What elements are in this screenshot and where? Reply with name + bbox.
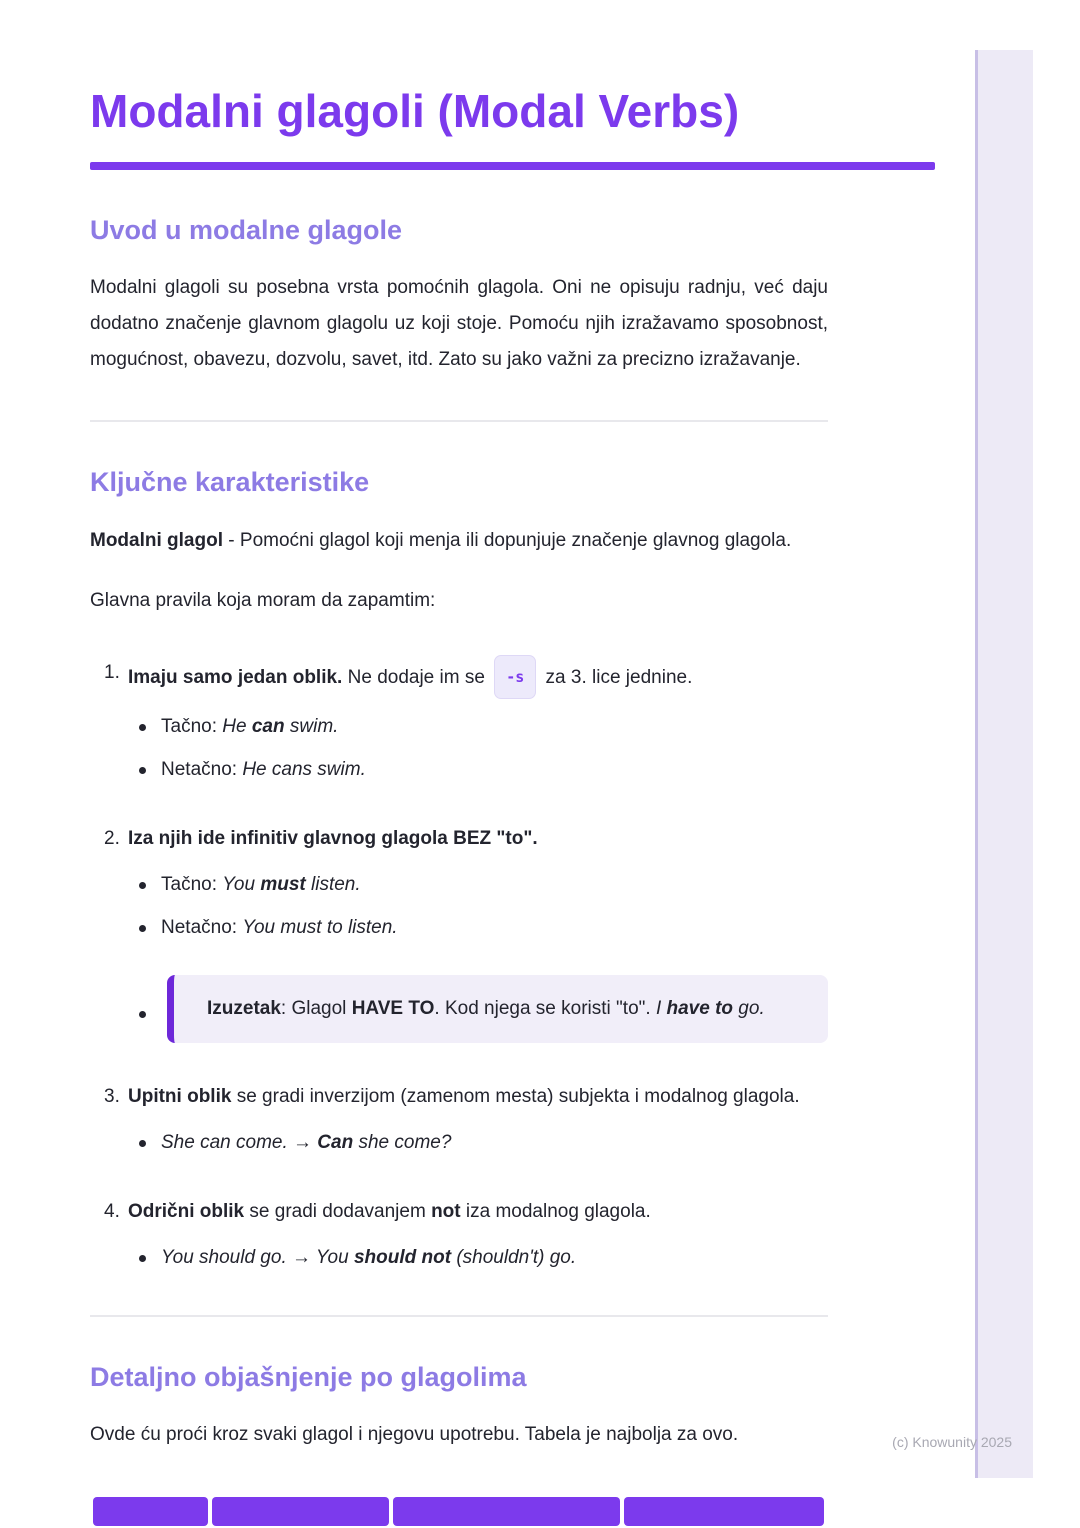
table-header-cell	[93, 1497, 208, 1526]
example-text	[161, 755, 366, 785]
rule-2-body	[128, 821, 828, 1043]
example-text	[161, 870, 361, 900]
rule-2-example-wrong	[128, 913, 828, 943]
page-margin-strip	[975, 50, 1033, 1478]
example-label: Netačno:	[161, 758, 243, 780]
rule-1-example-wrong	[128, 755, 828, 785]
table-header-cell	[393, 1497, 620, 1526]
rule-1-lead	[128, 655, 828, 699]
list-number: 3.	[104, 1085, 120, 1107]
details-paragraph: Ovde ću proći kroz svaki glagol i njegovu upotrebu. Tabela je najbolja za ovo.	[90, 1423, 739, 1445]
bullet-icon	[139, 925, 146, 932]
example-label: Tačno:	[161, 873, 223, 895]
example-italic: listen.	[305, 873, 361, 895]
rule-4-rest: iza modalnog glagola.	[460, 1200, 651, 1222]
example-italic: She can come. →	[161, 1131, 318, 1153]
callout-text: . Kod njega se koristi "to".	[434, 997, 656, 1019]
example-label: Tačno:	[161, 715, 223, 737]
rule-1-example-correct	[128, 712, 828, 742]
rule-2-lead	[128, 821, 828, 857]
table-header-row	[93, 1497, 824, 1526]
rule-3-lead	[128, 1079, 828, 1115]
details-heading: Detaljno objašnjenje po glagolima	[90, 1361, 527, 1392]
bullet-icon	[139, 767, 146, 774]
page-title: Modalni glagoli (Modal Verbs)	[90, 85, 740, 137]
rule-1-text-before-chip: Ne dodaje im se	[342, 666, 491, 688]
callout-italic: go.	[733, 997, 765, 1019]
section-characteristics	[90, 466, 828, 1272]
example-italic: she come?	[353, 1131, 452, 1153]
rule-4-lead	[128, 1194, 828, 1230]
rule-1-text-after-chip: za 3. lice jednine.	[540, 666, 693, 688]
definition-term: Modalni glagol	[90, 529, 223, 551]
rule-2-lead-bold: Iza njih ide infinitiv glavnog glagola BEZ "to".	[128, 827, 538, 849]
example-bold-italic: can	[251, 715, 285, 737]
rule-3-lead-rest: se gradi inverzijom (zamenom mesta) subjekta i modalnog glagola.	[231, 1085, 800, 1107]
example-text	[161, 1243, 576, 1273]
example-italic: He	[222, 715, 252, 737]
intro-heading: Uvod u modalne glagole	[90, 214, 403, 245]
exception-callout	[167, 975, 828, 1043]
document-content	[90, 0, 828, 1526]
rules-list	[90, 655, 828, 1273]
example-bold-italic: should not	[353, 1246, 452, 1268]
rules-intro: Glavna pravila koja moram da zapamtim:	[90, 589, 436, 611]
rule-2-example-correct	[128, 870, 828, 900]
section-intro	[90, 214, 828, 378]
definition-text: Pomoćni glagol koji menja ili dopunjuje značenje glavnog glagola.	[239, 529, 792, 551]
title-underline	[90, 162, 935, 170]
example-italic: You	[222, 873, 261, 895]
rule-1-body	[128, 655, 828, 785]
list-number: 2.	[104, 827, 120, 849]
rule-4-mid: se gradi dodavanjem	[244, 1200, 432, 1222]
callout-text: : Glagol	[280, 997, 352, 1019]
example-italic: You should go. → You	[161, 1246, 354, 1268]
rule-3-body	[128, 1079, 828, 1158]
example-text	[161, 712, 338, 742]
example-label: Netačno:	[161, 916, 243, 938]
list-number: 1.	[104, 661, 120, 683]
callout-bold-italic: have to	[666, 997, 734, 1019]
rule-2	[90, 821, 828, 1043]
intro-paragraph: Modalni glagoli su posebna vrsta pomoćnih glagola. Oni ne opisuju radnju, već daju dodatno značenje glavnom glagolu uz koji stoje. Pomoću njih izražavamo sposobnost, mogućnost, obavezu, dozvolu, savet, itd. Zato su jako važni za precizno izražavanje.	[90, 277, 828, 371]
definition-paragraph	[90, 523, 828, 559]
bullet-icon	[139, 1255, 146, 1262]
watermark: (c) Knowunity 2025	[892, 1434, 1012, 1450]
section-details	[90, 1361, 828, 1526]
example-italic: (shouldn't) go.	[451, 1246, 577, 1268]
example-text	[161, 913, 398, 943]
callout-label: Izuzetak	[207, 997, 281, 1019]
rule-1-lead-bold: Imaju samo jedan oblik.	[128, 666, 343, 688]
rule-4-example	[128, 1243, 828, 1273]
table-header-cell	[624, 1497, 824, 1526]
characteristics-heading: Ključne karakteristike	[90, 467, 370, 498]
bullet-icon	[139, 882, 146, 889]
list-number: 4.	[104, 1200, 120, 1222]
example-text	[161, 1128, 451, 1158]
rule-4	[90, 1194, 828, 1273]
bullet-icon	[139, 1011, 146, 1018]
rule-1	[90, 655, 828, 785]
bullet-icon	[139, 724, 146, 731]
rule-3-lead-bold: Upitni oblik	[128, 1085, 232, 1107]
rule-4-lead-bold: Odrični oblik	[128, 1200, 245, 1222]
rule-3-example	[128, 1128, 828, 1158]
bullet-icon	[139, 1140, 146, 1147]
example-bold-italic: Can	[317, 1131, 354, 1153]
callout-bold: HAVE TO	[351, 997, 435, 1019]
definition-separator: -	[223, 529, 240, 551]
rule-3	[90, 1079, 828, 1158]
table-header-cell	[212, 1497, 389, 1526]
inline-code-chip: -s	[494, 655, 536, 699]
section-divider	[90, 420, 828, 422]
exception-callout-row	[128, 975, 828, 1043]
example-italic: He cans swim.	[242, 758, 366, 780]
example-italic: You must to listen.	[242, 916, 398, 938]
section-divider	[90, 1315, 828, 1317]
rule-4-body	[128, 1194, 828, 1273]
rule-4-bold: not	[431, 1200, 461, 1222]
example-italic: swim.	[284, 715, 339, 737]
callout-italic: I	[655, 997, 667, 1019]
example-bold-italic: must	[260, 873, 306, 895]
